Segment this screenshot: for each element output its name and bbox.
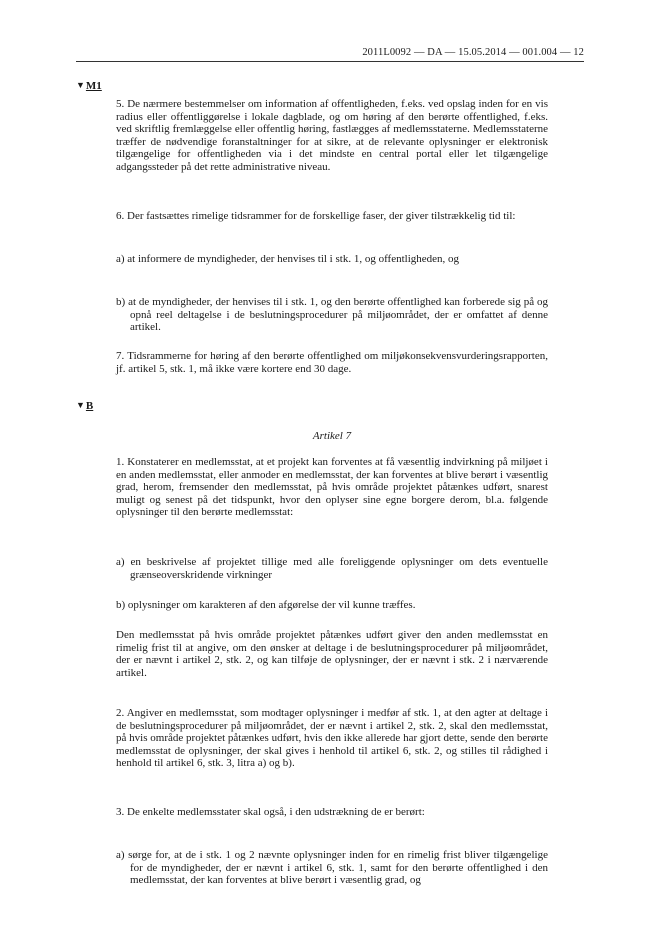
paragraph-6: 6. Der fastsættes rimelige tidsrammer for de forskellige faser, der giver tilstrækkelig tid til: xyxy=(116,210,516,222)
marker-label: M1 xyxy=(85,80,102,92)
list-item-3a: a) sørge for, at de i stk. 1 og 2 nævnte oplysninger inden for en rimelig frist bliver tilgængelige for de myndigheder, der er nævnt i artikel 6, stk. 1, samt for den berørte offentlighed i den medlemsstat, der kan forventes at blive berørt i væsentlig grad, og xyxy=(116,849,548,887)
header-divider xyxy=(76,61,584,62)
paragraph-5: 5. De nærmere bestemmelser om information af offentligheden, f.eks. ved opslag inden for en vis radius eller offentliggørelse i lokale dagblade, og om høring af den berørte offentlighed, f.eks. ved skriftlig fremlæggelse eller offentlig høring, fastlægges af medlemsstaterne. Medlemsstaterne træffer de nødvendige foranstaltninger for at sikre, at de relevante oplysninger er elektronisk tilgængelige for offentligheden via i det mindste en central portal eller let tilgængelige adgangssteder på det rette administrative niveau. xyxy=(116,98,548,173)
list-item-6b: b) at de myndigheder, der henvises til i stk. 1, og den berørte offentlighed kan forberede sig på og opnå reel deltagelse i de beslutningsprocedurer på miljøområdet, der er omfattet af denne artikel. xyxy=(116,296,548,334)
article-7-paragraph-2: 2. Angiver en medlemsstat, som modtager oplysninger i medfør af stk. 1, at den agter at deltage i de beslutningsprocedurer på miljøområdet, der er nævnt i artikel 2, stk. 2, skal den medlemsstat, på hvis område projektet påtænkes udført, hvis den ikke allerede har gjort dette, sende den berørte medlemsstat de oplysninger, der skal gives i henhold til artikel 6, stk. 2, og stilles til rådighed i henhold til artikel 6, stk. 3, litra a) og b). xyxy=(116,707,548,770)
triangle-down-icon: ▼ xyxy=(76,400,85,410)
list-item-1a: a) en beskrivelse af projektet tillige med alle foreliggende oplysninger om dets eventuelle grænseoverskridende virkninger xyxy=(116,556,548,581)
paragraph-7: 7. Tidsrammerne for høring af den berørte offentlighed om miljøkonsekvensvurderingsrapporten, jf. artikel 5, stk. 1, må ikke være kortere end 30 dage. xyxy=(116,350,548,375)
list-item-6a: a) at informere de myndigheder, der henvises til i stk. 1, og offentligheden, og xyxy=(116,253,460,265)
article-7-paragraph-1: 1. Konstaterer en medlemsstat, at et projekt kan forventes at få væsentlig indvirkning på miljøet i en anden medlemsstat, eller anmoder en medlemsstat, der kan forventes at blive berørt i væsentlig grad, herom, fremsender den medlemsstat, på hvis område projektet påtænkes udført, snarest muligt og senest på det tidspunkt, hvor den oplyser sine egne borgere derom, bl.a. følgende oplysninger til den berørte medlemsstat: xyxy=(116,456,548,519)
article-7-paragraph-3: 3. De enkelte medlemsstater skal også, i den udstrækning de er berørt: xyxy=(116,806,425,818)
marker-label: B xyxy=(85,400,94,412)
triangle-down-icon: ▼ xyxy=(76,80,85,90)
amendment-marker-b[interactable] xyxy=(76,400,93,412)
list-item-1b: b) oplysninger om karakteren af den afgørelse der vil kunne træffes. xyxy=(116,599,416,611)
amendment-marker-m1[interactable] xyxy=(76,80,102,92)
article-title: Artikel 7 xyxy=(312,430,352,442)
article-7-paragraph-1-continued: Den medlemsstat på hvis område projektet påtænkes udført giver den anden medlemsstat en rimelig frist til at angive, om den ønsker at deltage i de beslutningsprocedurer på miljøområdet, der er nævnt i artikel 2, stk. 2, og kan tilføje de oplysninger, der er nævnt i stk. 2 i nærværende artikel. xyxy=(116,629,548,679)
document-reference-header: 2011L0092 — DA — 15.05.2014 — 001.004 — 12 xyxy=(362,47,584,58)
